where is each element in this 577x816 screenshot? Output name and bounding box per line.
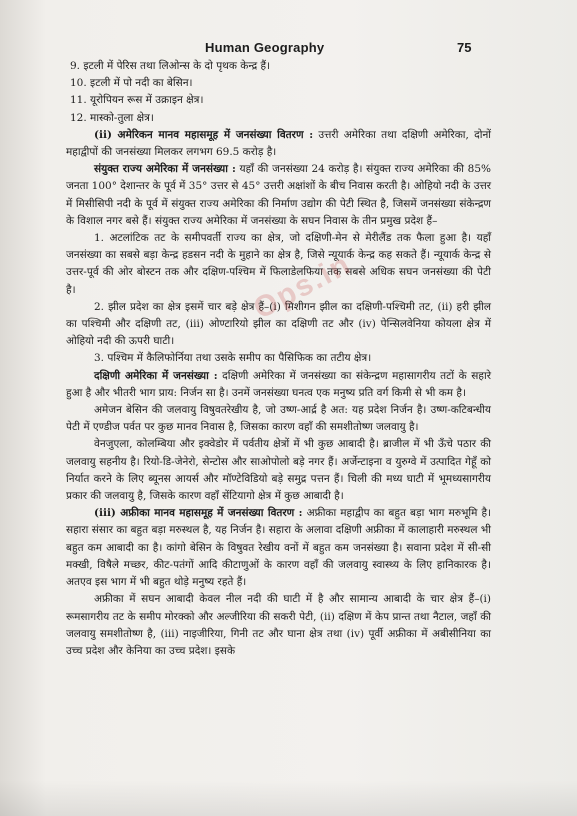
paragraph-text: उत्तरी अमेरिका तथा दक्षिणी अमेरिका, दोनों महाद्वीपों की जनसंख्या मिलकर लगभग 69.5 करोड़ है। bbox=[66, 128, 491, 159]
paragraph-text: अमेजन बेसिन की जलवायु विषुवतरेखीय है, जो उष्ण-आर्द्र है अत: यह प्रदेश निर्जन है। उष्ण-कटिबन्धीय पेटी में एण्डीज पर्वत पर कुछ मानव निवास है, जिसका कारण वहाँ की समशीतोष्ण जलवायु है। bbox=[66, 404, 491, 434]
paragraph-pacific-coast bbox=[66, 350, 491, 367]
paragraph-usa-population bbox=[66, 161, 491, 230]
paragraph-amazon-basin bbox=[66, 402, 491, 436]
paragraph-text: 1. अटलांटिक तट के समीपवर्ती राज्य का क्षेत्र, जो दक्षिणी-मेन से मेरीलैंड तक फैला हुआ है। यहाँ जनसंख्या का सबसे बड़ा केन्द्र हडसन नदी के मुहाने का क्षेत्र है, जिसे न्यूयार्क केन्द्र कह सकते हैं। न्यूयार्क केन्द्र से उत्तर-पूर्व की ओर बोस्टन तक और दक्षिण-पश्चिम में फिलाडेलफिया तक सबसे अधिक सघन जनसंख्या की पेटी है। bbox=[66, 232, 491, 296]
paragraph-south-america bbox=[66, 368, 491, 402]
page-number: 75 bbox=[457, 40, 472, 55]
paragraph-text: दक्षिणी अमेरिका में जनसंख्या का संकेन्द्रण महासागरीय तटों के सहारे हुआ है और भीतरी भाग प्राय: निर्जन सा है। उनमें जनसंख्या घनत्व एक मनुष्य प्रति वर्ग किमी से भी कम है। bbox=[66, 369, 491, 399]
paragraph-heading: (ii) अमेरिकन मानव महासमूह में जनसंख्या वितरण : bbox=[94, 128, 314, 141]
page-shadow bbox=[0, 780, 577, 816]
paragraph-venezuela-brazil bbox=[66, 436, 491, 505]
page-body bbox=[66, 58, 491, 660]
list-item: 12. मास्को-तुला क्षेत्र। bbox=[70, 111, 154, 124]
paragraph-africa-dense-regions bbox=[66, 591, 491, 660]
watermark: Ops.in bbox=[248, 247, 357, 326]
list-item: 11. यूरोपियन रूस में उक्राइन क्षेत्र। bbox=[70, 94, 204, 107]
paragraph-text: अफ्रीका में सघन आबादी केवल नील नदी की घाटी में है और सामान्य आबादी के चार क्षेत्र हैं–(i) रूमसागरीय तट के समीप मोरक्को और अल्जीरिया की सकरी पेटी, (ii) दक्षिण में केप प्रान्त तथा नैटाल, जहाँ की जलवायु समशीतोष्ण है, (iii) नाइजीरिया, गिनी तट और घाना क्षेत्र तथा (iv) पूर्वी अफ्रीका में अबीसीनिया का उच्च प्रदेश और केनिया का उच्च प्रदेश। इसके bbox=[66, 593, 491, 657]
list-item: 10. इटली में पो नदी का बेसिन। bbox=[70, 77, 193, 90]
paragraph-heading: दक्षिणी अमेरिका में जनसंख्या : bbox=[94, 369, 218, 382]
paragraph-text: 3. पश्चिम में कैलिफोर्निया तथा उसके समीप का पैसिफिक का तटीय क्षेत्र। bbox=[94, 352, 372, 365]
running-title: Human Geography bbox=[205, 40, 325, 55]
paragraph-text: 2. झील प्रदेश का क्षेत्र इसमें चार बड़े क्षेत्र हैं–(i) मिशीगन झील का दक्षिणी-पश्चिमी तट, (ii) हरी झील का पश्चिमी और दक्षिणी तट, (iii) ओण्टारियो झील का दक्षिणी तट और (iv) पेन्सिलवेनिया कोयला क्षेत्र में ओहियो नदी की ऊपरी घाटी। bbox=[66, 300, 491, 348]
paragraph-text: अफ्रीका महाद्वीप का बहुत बड़ा भाग मरुभूमि है। सहारा संसार का बहुत बड़ा मरुस्थल है, यह निर्जन है। सहारा के अलावा दक्षिणी अफ्रीका में कालाहारी मरुस्थल भी बहुत कम आबादी का है। कांगो बेसिन के विषुवत रेखीय वनों में बहुत कम जनसंख्या है। सवाना प्रदेश में सी-सी मक्खी, विषैले मच्छर, कीट-पतंगों आदि कीटाणुओं के कारण वहाँ की जलवायु स्वास्थ्य के लिए हानिकारक है। अतएव इस भाग में भी बहुत थोड़े मनुष्य रहते हैं। bbox=[66, 507, 491, 589]
paragraph-heading: (iii) अफ्रीका मानव महासमूह में जनसंख्या वितरण : bbox=[94, 507, 303, 520]
paragraph-american-distribution bbox=[66, 127, 491, 161]
list-item: 9. इटली में पेरिस तथा लिओन्स के दो पृथक केन्द्र हैं। bbox=[70, 60, 271, 72]
paragraph-africa-distribution bbox=[66, 505, 491, 591]
paragraph-text: वेनजुएला, कोलम्बिया और इक्वेडोर में पर्वतीय क्षेत्रों में भी कुछ आबादी है। ब्राजील में भी ऊँचे पठार की जलवायु सहनीय है। रियो-डि-जेनेरो, सेन्टोस और साओपोलो बड़े नगर हैं। अर्जेन्टाइना व युरुग्वे में उत्पादित गेहूँ को निर्यात करने के लिए ब्यूनस आयर्स और मॉण्टेविडियो बड़े समुद्र पत्तन हैं। चिली की मध्य घाटी में भूमध्यसागरीय प्रकार की जलवायु है, जिसके कारण वहाँ सेंटियागो क्षेत्र में कुछ आबादी है। bbox=[66, 438, 491, 503]
paragraph-text: यहाँ की जनसंख्या 24 करोड़ है। संयुक्त राज्य अमेरिका की 85% जनता 100° देशान्तर के पूर्व में 35° उत्तर से 45° उत्तरी अक्षांशों के बीच निवास करती है। ओहियो नदी के उत्तर में मिसीसिपी नदी के पूर्व में संयुक्त राज्य अमेरिका की निर्माण उद्योग की पेटी स्थित है, जिसमें जनसंख्या संकेन्द्रण के विशाल नगर बसे हैं। संयुक्त राज्य अमेरिका में जनसंख्या के सघन निवास के तीन प्रमुख प्रदेश हैं– bbox=[66, 163, 491, 227]
paragraph-heading: संयुक्त राज्य अमेरिका में जनसंख्या : bbox=[94, 163, 236, 176]
